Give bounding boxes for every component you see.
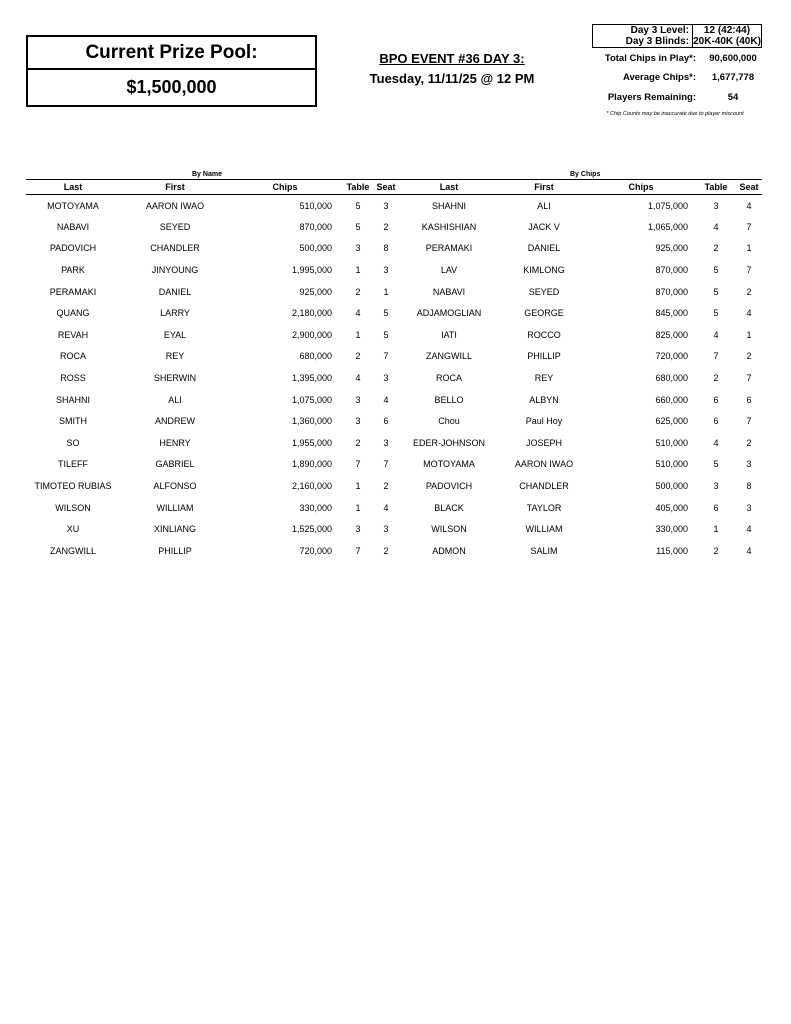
by-chips-cell-chips: 870,000 [655, 265, 688, 276]
by-chips-cell-last: KASHISHIAN [421, 221, 477, 232]
by-chips-cell-first: PHILLIP [527, 351, 561, 362]
table-row [396, 238, 762, 260]
average-chips-row [560, 72, 770, 83]
table-row [396, 475, 762, 497]
by-name-header-last: Last [26, 180, 120, 195]
by-chips-cell-last: PADOVICH [425, 481, 473, 492]
by-name-cell-chips: 1,360,000 [291, 416, 332, 427]
by-chips-cell-first: JOSEPH [525, 437, 562, 448]
by-chips-cell-table: 5 [713, 308, 719, 319]
by-name-cell-last: PARK [61, 265, 85, 276]
by-name-cell-seat: 7 [383, 459, 389, 470]
by-chips-cell-seat: 6 [746, 394, 752, 405]
by-name-cell-chips: 1,995,000 [291, 265, 332, 276]
table-row [26, 432, 396, 454]
by-name-cell-seat: 5 [383, 329, 389, 340]
by-name-cell-seat: 7 [383, 351, 389, 362]
by-chips-cell-last: ADJAMOGLIAN [416, 308, 482, 319]
by-name-cell-last: XU [66, 524, 80, 535]
table-row [26, 367, 396, 389]
by-chips-cell-seat: 4 [746, 524, 752, 535]
by-chips-cell-seat: 1 [746, 243, 752, 254]
by-chips-cell-seat: 2 [746, 437, 752, 448]
by-chips-cell-table: 2 [713, 545, 719, 556]
by-name-cell-seat: 2 [383, 221, 389, 232]
by-chips-cell-last: ZANGWILL [425, 351, 472, 362]
table-row [26, 216, 396, 238]
by-chips-cell-chips: 115,000 [656, 545, 688, 556]
by-chips-cell-seat: 3 [746, 459, 752, 470]
by-name-cell-last: PADOVICH [49, 243, 97, 254]
by-name-cell-last: QUANG [56, 308, 90, 319]
by-name-cell-last: ROCA [59, 351, 86, 362]
by-name-cell-seat: 3 [383, 524, 389, 535]
by-name-cell-last: MOTOYAMA [47, 200, 99, 211]
by-name-cell-first: JINYOUNG [151, 265, 199, 276]
by-chips-cell-first: KIMLONG [523, 265, 565, 276]
by-chips-header-row [396, 180, 762, 195]
by-name-cell-chips: 330,000 [299, 502, 332, 513]
by-name-cell-last: REVAH [57, 329, 89, 340]
by-name-cell-chips: 870,000 [299, 221, 332, 232]
table-row [396, 346, 762, 368]
by-chips-cell-chips: 660,000 [655, 394, 688, 405]
by-chips-cell-seat: 4 [746, 308, 752, 319]
by-chips-header-chips: Chips [586, 180, 696, 195]
by-chips-cell-chips: 500,000 [655, 481, 688, 492]
table-row [396, 367, 762, 389]
table-row [396, 324, 762, 346]
by-name-cell-last: PERAMAKI [49, 286, 97, 297]
by-name-cell-last: TILEFF [57, 459, 88, 470]
by-chips-cell-first: TAYLOR [526, 502, 562, 513]
table-row [396, 432, 762, 454]
by-chips-cell-first: JACK V [528, 221, 560, 232]
table-row [396, 497, 762, 519]
by-chips-cell-last: PERAMAKI [425, 243, 473, 254]
level-values [693, 25, 761, 47]
by-name-body [26, 195, 396, 562]
by-name-cell-first: ALFONSO [153, 481, 197, 492]
by-name-cell-seat: 4 [383, 394, 389, 405]
by-name-cell-chips: 1,525,000 [291, 524, 332, 535]
by-name-cell-chips: 510,000 [299, 200, 332, 211]
by-name-cell-seat: 1 [383, 286, 389, 297]
by-chips-cell-first: REY [534, 373, 554, 384]
by-chips-cell-chips: 680,000 [655, 373, 688, 384]
by-name-cell-table: 7 [355, 459, 361, 470]
table-row [26, 195, 396, 217]
by-name-header-chips: Chips [230, 180, 340, 195]
by-chips-cell-last: IATI [441, 329, 457, 340]
by-name-cell-first: DANIEL [158, 286, 192, 297]
by-name-cell-last: ROSS [60, 373, 86, 384]
table-row [26, 410, 396, 432]
by-chips-cell-table: 4 [713, 329, 719, 340]
table-row [26, 302, 396, 324]
by-chips-cell-table: 2 [713, 243, 719, 254]
by-name-cell-first: XINLIANG [153, 524, 196, 535]
by-chips-cell-table: 6 [713, 416, 719, 427]
by-chips-header-last: Last [396, 180, 502, 195]
by-chips-cell-first: CHANDLER [519, 481, 569, 492]
average-chips-label: Average Chips*: [622, 72, 696, 83]
by-name-cell-first: AARON IWAO [145, 200, 205, 211]
by-name-header-row [26, 180, 396, 195]
by-name-cell-first: EYAL [163, 329, 187, 340]
by-chips-cell-seat: 2 [746, 286, 752, 297]
table-row [396, 216, 762, 238]
chip-count-note: * Chip Counts may be inaccurate due to player miscount [606, 111, 744, 117]
blinds-label: Day 3 Blinds: [625, 36, 689, 47]
by-name-cell-table: 3 [355, 243, 361, 254]
by-chips-cell-chips: 870,000 [655, 286, 688, 297]
by-chips-cell-last: SHAHNI [431, 200, 466, 211]
by-name-header-table: Table [340, 180, 376, 195]
table-row [26, 259, 396, 281]
by-name-cell-table: 3 [355, 416, 361, 427]
average-chips-value: 1,677,778 [711, 72, 755, 83]
by-name-cell-seat: 2 [383, 545, 389, 556]
by-name-cell-table: 2 [355, 437, 361, 448]
by-chips-cell-first: ALBYN [529, 394, 559, 405]
by-name-cell-table: 1 [355, 481, 361, 492]
by-chips-cell-first: Paul Hoy [525, 416, 563, 427]
by-chips-cell-chips: 1,065,000 [647, 221, 688, 232]
table-row [26, 497, 396, 519]
by-name-cell-seat: 4 [383, 502, 389, 513]
by-chips-cell-seat: 7 [746, 416, 752, 427]
by-chips-cell-chips: 625,000 [655, 416, 688, 427]
by-chips-cell-chips: 405,000 [655, 502, 688, 513]
by-name-cell-first: ANDREW [155, 416, 195, 427]
by-name-cell-table: 7 [355, 545, 361, 556]
by-chips-cell-last: MOTOYAMA [423, 459, 475, 470]
by-chips-cell-last: Chou [438, 416, 460, 427]
table-row [26, 346, 396, 368]
by-name-cell-first: SHERWIN [153, 373, 197, 384]
table-row [396, 540, 762, 562]
level-labels [593, 25, 693, 47]
total-chips-label: Total Chips in Play*: [604, 53, 696, 64]
by-chips-cell-seat: 3 [746, 502, 752, 513]
table-row [396, 195, 762, 217]
by-chips-cell-chips: 825,000 [655, 329, 688, 340]
by-name-cell-first: PHILLIP [158, 545, 192, 556]
by-name-table [26, 179, 396, 562]
by-name-cell-first: REY [165, 351, 185, 362]
by-chips-cell-table: 3 [713, 481, 719, 492]
table-row [26, 281, 396, 303]
level-label: Day 3 Level: [630, 25, 689, 36]
by-name-cell-last: SO [66, 437, 80, 448]
players-remaining-row [560, 92, 770, 103]
by-name-cell-seat: 8 [383, 243, 389, 254]
by-name-cell-chips: 500,000 [299, 243, 332, 254]
by-name-cell-table: 1 [355, 265, 361, 276]
by-chips-cell-table: 1 [713, 524, 719, 535]
prize-pool-box [26, 35, 317, 107]
by-chips-cell-first: SEYED [528, 286, 560, 297]
by-name-cell-last: WILSON [55, 502, 91, 513]
table-row [26, 454, 396, 476]
by-name-cell-table: 4 [355, 373, 361, 384]
by-name-cell-seat: 6 [383, 416, 389, 427]
by-name-cell-first: ALI [168, 394, 182, 405]
by-chips-cell-first: WILLIAM [525, 524, 563, 535]
by-chips-cell-seat: 7 [746, 373, 752, 384]
by-name-cell-first: GABRIEL [155, 459, 195, 470]
by-name-cell-seat: 3 [383, 437, 389, 448]
by-chips-cell-seat: 8 [746, 481, 752, 492]
table-row [396, 454, 762, 476]
by-name-cell-chips: 2,180,000 [291, 308, 332, 319]
by-chips-table [396, 179, 762, 562]
by-chips-cell-first: AARON IWAO [514, 459, 574, 470]
prize-pool-title: Current Prize Pool: [28, 37, 315, 70]
by-chips-cell-last: EDER-JOHNSON [412, 437, 485, 448]
by-name-cell-first: LARRY [160, 308, 190, 319]
by-name-cell-table: 3 [355, 394, 361, 405]
by-chips-cell-chips: 510,000 [655, 459, 688, 470]
by-name-cell-table: 1 [355, 502, 361, 513]
by-name-cell-seat: 5 [383, 308, 389, 319]
by-chips-cell-table: 2 [713, 373, 719, 384]
by-name-cell-chips: 2,160,000 [291, 481, 332, 492]
by-chips-cell-chips: 510,000 [655, 437, 688, 448]
by-chips-cell-last: NABAVI [432, 286, 466, 297]
by-chips-header-seat: Seat [736, 180, 762, 195]
table-row [26, 324, 396, 346]
blinds-value: 20K-40K (40K) [693, 36, 761, 47]
players-remaining-label: Players Remaining: [607, 92, 696, 103]
by-chips-cell-first: ALI [537, 200, 551, 211]
table-row [396, 389, 762, 411]
event-title-wrap [352, 51, 552, 66]
players-remaining-value: 54 [727, 92, 739, 103]
by-name-cell-chips: 1,955,000 [291, 437, 332, 448]
by-chips-cell-table: 6 [713, 394, 719, 405]
total-chips-row [560, 53, 770, 64]
by-name-cell-table: 2 [355, 286, 361, 297]
by-chips-label: By Chips [570, 171, 601, 178]
by-name-cell-chips: 1,075,000 [291, 394, 332, 405]
by-name-cell-last: NABAVI [56, 221, 90, 232]
table-row [396, 259, 762, 281]
by-chips-cell-last: WILSON [431, 524, 467, 535]
by-chips-cell-chips: 720,000 [655, 351, 688, 362]
by-chips-cell-seat: 4 [746, 545, 752, 556]
by-name-cell-chips: 2,900,000 [291, 329, 332, 340]
by-name-cell-chips: 680,000 [299, 351, 332, 362]
by-chips-cell-seat: 4 [746, 200, 752, 211]
by-chips-cell-table: 4 [713, 437, 719, 448]
by-chips-cell-chips: 330,000 [655, 524, 688, 535]
by-chips-body [396, 195, 762, 562]
by-name-cell-first: HENRY [159, 437, 191, 448]
by-name-cell-last: SHAHNI [55, 394, 90, 405]
by-name-cell-last: SMITH [59, 416, 87, 427]
by-chips-header-first: First [502, 180, 586, 195]
by-chips-cell-first: SALIM [530, 545, 558, 556]
by-chips-cell-table: 4 [713, 221, 719, 232]
table-row [396, 281, 762, 303]
by-chips-cell-last: BELLO [434, 394, 464, 405]
by-chips-cell-last: ROCA [435, 373, 462, 384]
by-chips-cell-last: LAV [440, 265, 458, 276]
by-name-cell-seat: 3 [383, 265, 389, 276]
by-chips-cell-table: 6 [713, 502, 719, 513]
by-name-cell-chips: 1,890,000 [291, 459, 332, 470]
by-name-cell-table: 5 [355, 200, 361, 211]
by-chips-cell-table: 3 [713, 200, 719, 211]
by-chips-header-table: Table [696, 180, 736, 195]
by-name-cell-seat: 2 [383, 481, 389, 492]
by-chips-cell-last: ADMON [432, 545, 466, 556]
by-name-cell-first: WILLIAM [156, 502, 194, 513]
by-name-cell-chips: 1,395,000 [291, 373, 332, 384]
by-name-header-first: First [120, 180, 230, 195]
by-chips-cell-first: GEORGE [524, 308, 564, 319]
table-row [26, 540, 396, 562]
by-chips-cell-seat: 2 [746, 351, 752, 362]
level-value: 12 (42:44) [703, 25, 751, 36]
by-chips-cell-table: 5 [713, 459, 719, 470]
by-chips-cell-table: 5 [713, 265, 719, 276]
table-row [396, 518, 762, 540]
by-name-cell-first: CHANDLER [150, 243, 200, 254]
by-name-cell-table: 5 [355, 221, 361, 232]
by-name-header-seat: Seat [376, 180, 396, 195]
by-chips-cell-last: BLACK [434, 502, 464, 513]
by-chips-cell-first: ROCCO [527, 329, 561, 340]
by-chips-cell-table: 7 [713, 351, 719, 362]
by-name-cell-table: 4 [355, 308, 361, 319]
table-row [396, 410, 762, 432]
by-name-cell-first: SEYED [159, 221, 191, 232]
event-date: Tuesday, 11/11/25 @ 12 PM [369, 71, 535, 86]
table-row [396, 302, 762, 324]
by-name-cell-seat: 3 [383, 200, 389, 211]
by-chips-cell-seat: 7 [746, 265, 752, 276]
by-chips-cell-chips: 1,075,000 [647, 200, 688, 211]
level-box [592, 24, 762, 48]
by-chips-cell-chips: 925,000 [655, 243, 688, 254]
by-name-cell-seat: 3 [383, 373, 389, 384]
prize-pool-amount: $1,500,000 [126, 77, 217, 97]
table-row [26, 518, 396, 540]
by-name-cell-last: TIMOTEO RUBIAS [34, 481, 112, 492]
by-name-cell-table: 3 [355, 524, 361, 535]
by-name-cell-table: 2 [355, 351, 361, 362]
by-chips-cell-table: 5 [713, 286, 719, 297]
by-name-cell-chips: 720,000 [299, 545, 332, 556]
by-chips-cell-first: DANIEL [527, 243, 561, 254]
by-name-cell-table: 1 [355, 329, 361, 340]
by-chips-cell-seat: 7 [746, 221, 752, 232]
table-row [26, 475, 396, 497]
by-name-cell-chips: 925,000 [299, 286, 332, 297]
event-title: BPO EVENT #36 DAY 3: [379, 51, 525, 66]
table-row [26, 389, 396, 411]
total-chips-value: 90,600,000 [709, 53, 757, 64]
by-name-label: By Name [192, 171, 222, 178]
by-chips-cell-chips: 845,000 [655, 308, 688, 319]
table-row [26, 238, 396, 260]
by-name-cell-last: ZANGWILL [49, 545, 96, 556]
by-chips-cell-seat: 1 [746, 329, 752, 340]
